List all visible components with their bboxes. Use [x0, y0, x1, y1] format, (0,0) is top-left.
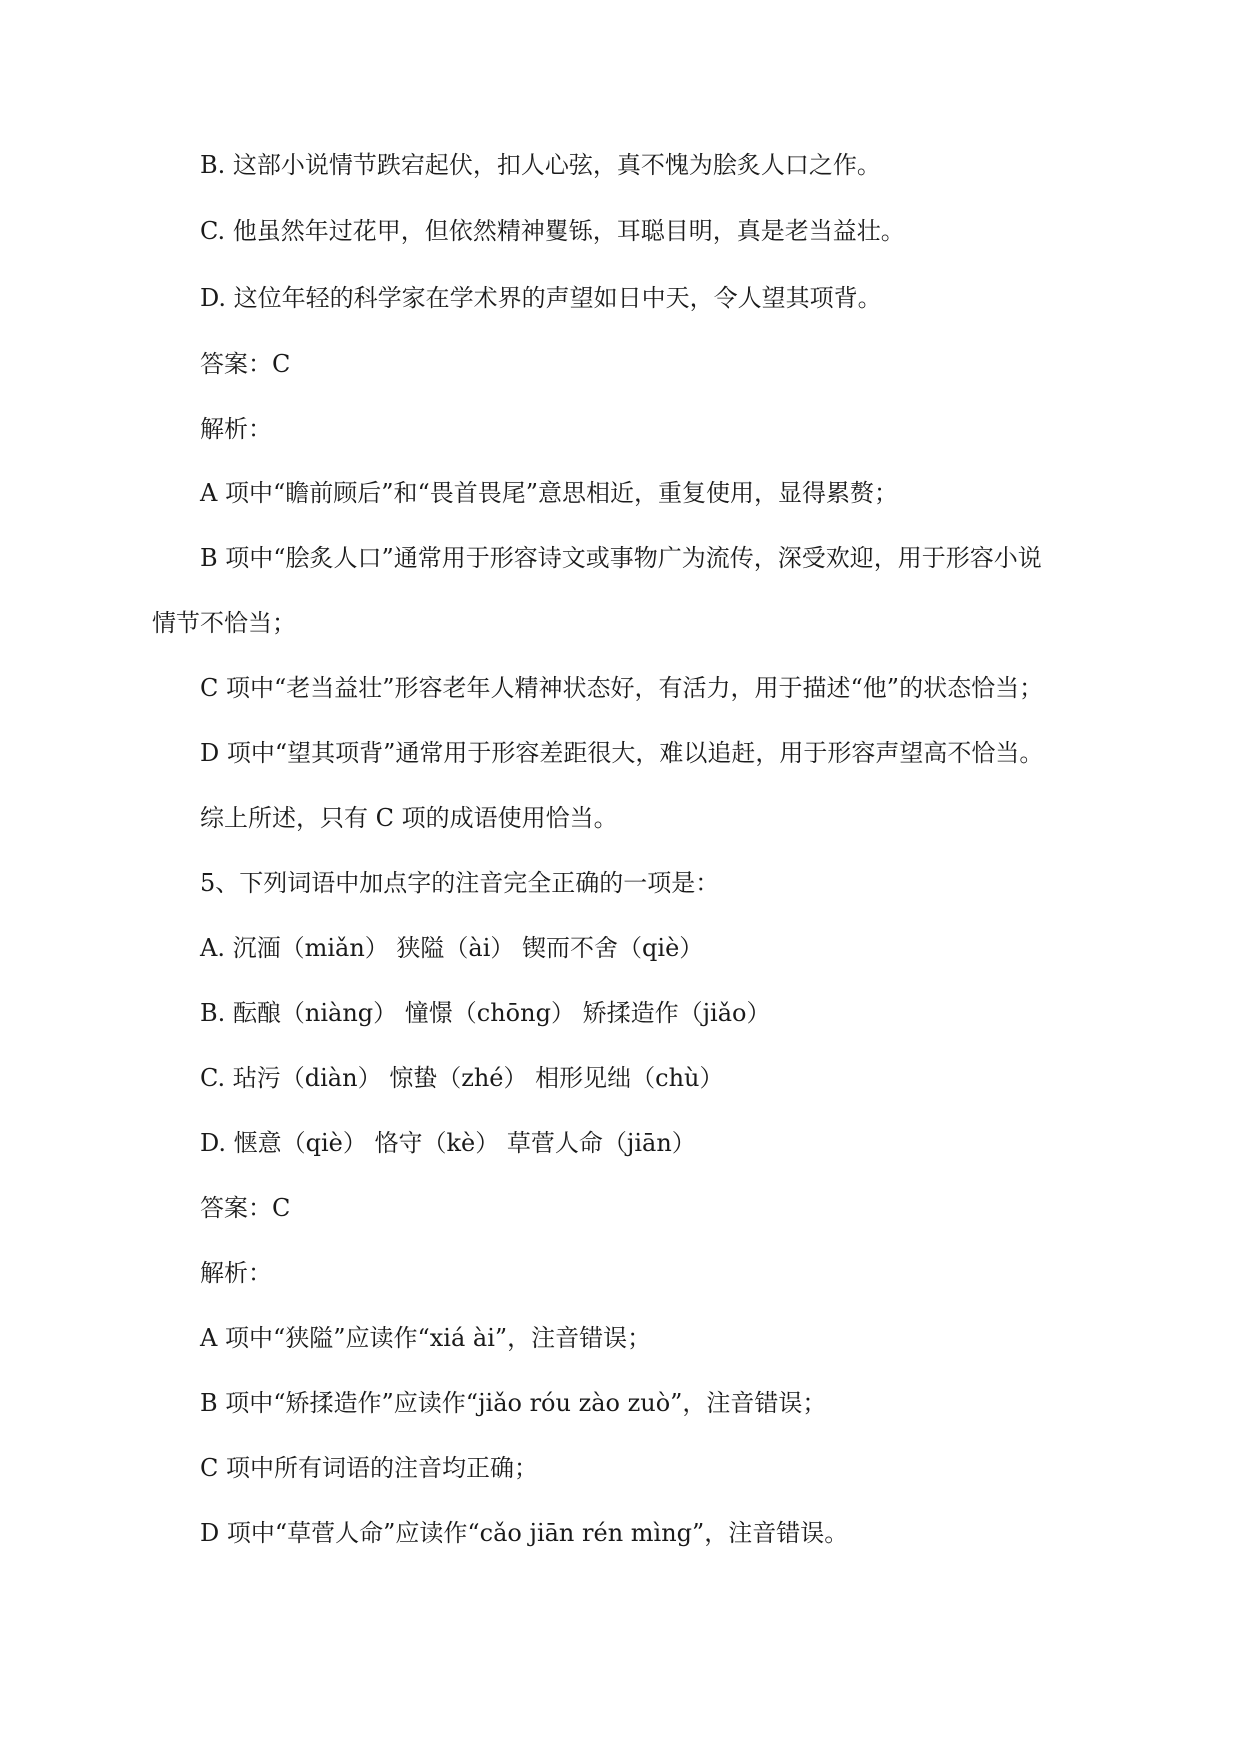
analysis-c-line: C 项中“老当益壮”形容老年人精神状态好，有活力，用于描述“他”的状态恰当； — [200, 674, 1044, 702]
option-c-line: C. 他虽然年过花甲，但依然精神矍铄，耳聪目明，真是老当益壮。 — [200, 217, 905, 245]
analysis-d-line: D 项中“望其项背”通常用于形容差距很大，难以追赶，用于形容声望高不恰当。 — [200, 739, 1044, 767]
answer-line-2: 答案：C — [200, 1194, 291, 1222]
analysis-b-line: B 项中“脍炙人口”通常用于形容诗文或事物广为流传，深受欢迎，用于形容小说 — [200, 544, 1042, 572]
question-5-option-a: A. 沉湎（miǎn） 狭隘（ài） 锲而不舍（qiè） — [200, 934, 704, 962]
summary-line: 综上所述，只有 C 项的成语使用恰当。 — [200, 804, 618, 832]
analysis-a-line-2: A 项中“狭隘”应读作“xiá ài”，注音错误； — [200, 1324, 652, 1352]
analysis-heading: 解析： — [200, 415, 272, 443]
analysis-d-line-2: D 项中“草菅人命”应读作“cǎo jiān rén mìng”，注音错误。 — [200, 1519, 849, 1547]
analysis-heading-2: 解析： — [200, 1259, 272, 1287]
analysis-b-line-2: B 项中“矫揉造作”应读作“jiǎo róu zào zuò”，注音错误； — [200, 1389, 827, 1417]
analysis-b-continuation: 情节不恰当； — [152, 609, 296, 637]
question-5-option-c: C. 玷污（diàn） 惊蛰（zhé） 相形见绌（chù） — [200, 1064, 724, 1092]
question-5-line: 5、下列词语中加点字的注音完全正确的一项是： — [200, 869, 720, 897]
option-d-line: D. 这位年轻的科学家在学术界的声望如日中天，令人望其项背。 — [200, 284, 882, 312]
question-5-option-b: B. 酝酿（niàng） 憧憬（chōng） 矫揉造作（jiǎo） — [200, 999, 771, 1027]
analysis-a-line: A 项中“瞻前顾后”和“畏首畏尾”意思相近，重复使用，显得累赘； — [200, 479, 899, 507]
analysis-c-line-2: C 项中所有词语的注音均正确； — [200, 1454, 538, 1482]
answer-line: 答案：C — [200, 350, 291, 378]
question-5-option-d: D. 惬意（qiè） 恪守（kè） 草菅人命（jiān） — [200, 1129, 696, 1157]
option-b-line: B. 这部小说情节跌宕起伏，扣人心弦，真不愧为脍炙人口之作。 — [200, 151, 881, 179]
